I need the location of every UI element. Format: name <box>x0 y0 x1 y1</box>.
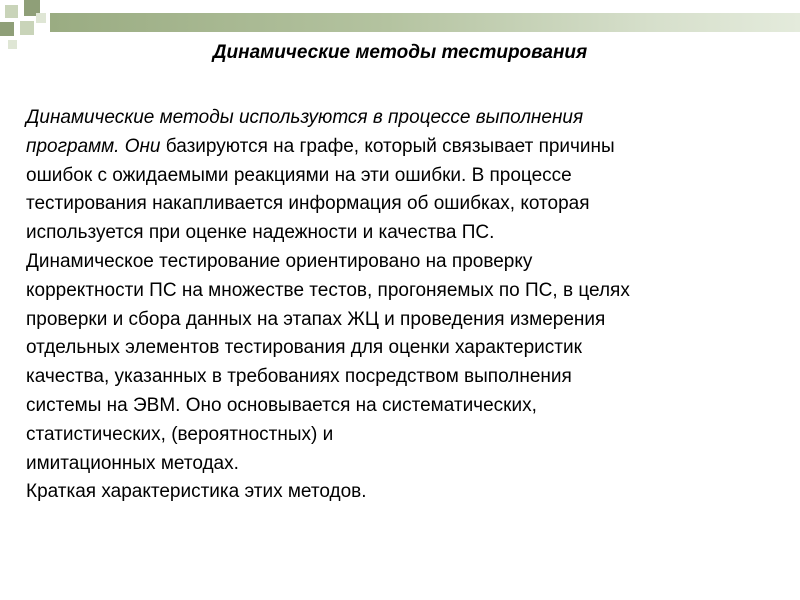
text-line-normal: ошибок с ожидаемыми реакциями на эти ошибки. В процессе <box>26 164 572 186</box>
text-line <box>26 190 796 219</box>
text-line-normal: системы на ЭВМ. Оно основывается на систематических, <box>26 394 537 416</box>
text-line <box>26 392 796 421</box>
decor-square-1 <box>5 5 18 18</box>
text-line <box>26 450 796 479</box>
text-line <box>26 306 796 335</box>
text-line <box>26 104 796 133</box>
text-line-normal: базируются на графе, который связывает причины <box>160 135 615 157</box>
text-line <box>26 421 796 450</box>
text-line-normal: имитационных методах. <box>26 452 239 474</box>
text-line-italic: Динамические методы используются в процессе выполнения <box>26 107 584 128</box>
text-line-normal: используется при оценке надежности и качества ПС. <box>26 222 495 244</box>
text-line-italic: программ. Они <box>26 135 161 157</box>
text-line <box>26 133 796 162</box>
text-line <box>26 334 796 363</box>
text-line-normal: проверки и сбора данных на этапах ЖЦ и проведения измерения <box>26 308 606 330</box>
text-line-normal: тестирования накапливается информация об ошибках, которая <box>26 193 590 215</box>
text-line-normal: Краткая характеристика этих методов. <box>26 481 367 503</box>
decor-square-5 <box>36 13 46 23</box>
text-line-normal: качества, указанных в требованиях посредством выполнения <box>26 366 572 388</box>
text-line <box>26 162 796 191</box>
text-line <box>26 248 796 277</box>
decor-square-3 <box>0 22 14 36</box>
text-line-normal: Динамическое тестирование ориентировано на проверку <box>26 250 533 272</box>
text-line <box>26 478 796 507</box>
text-line-normal: статистических, (вероятностных) и <box>26 423 334 445</box>
slide-body <box>26 104 796 507</box>
header-accent-bar <box>50 13 800 32</box>
decor-square-4 <box>20 21 34 35</box>
slide-title: Динамические методы тестирования <box>212 42 588 63</box>
text-line <box>26 219 796 248</box>
text-line-normal: корректности ПС на множестве тестов, прогоняемых по ПС, в целях <box>26 279 630 301</box>
text-line <box>26 363 796 392</box>
text-line-normal: отдельных элементов тестирования для оценки характеристик <box>26 337 582 359</box>
text-line <box>26 277 796 306</box>
